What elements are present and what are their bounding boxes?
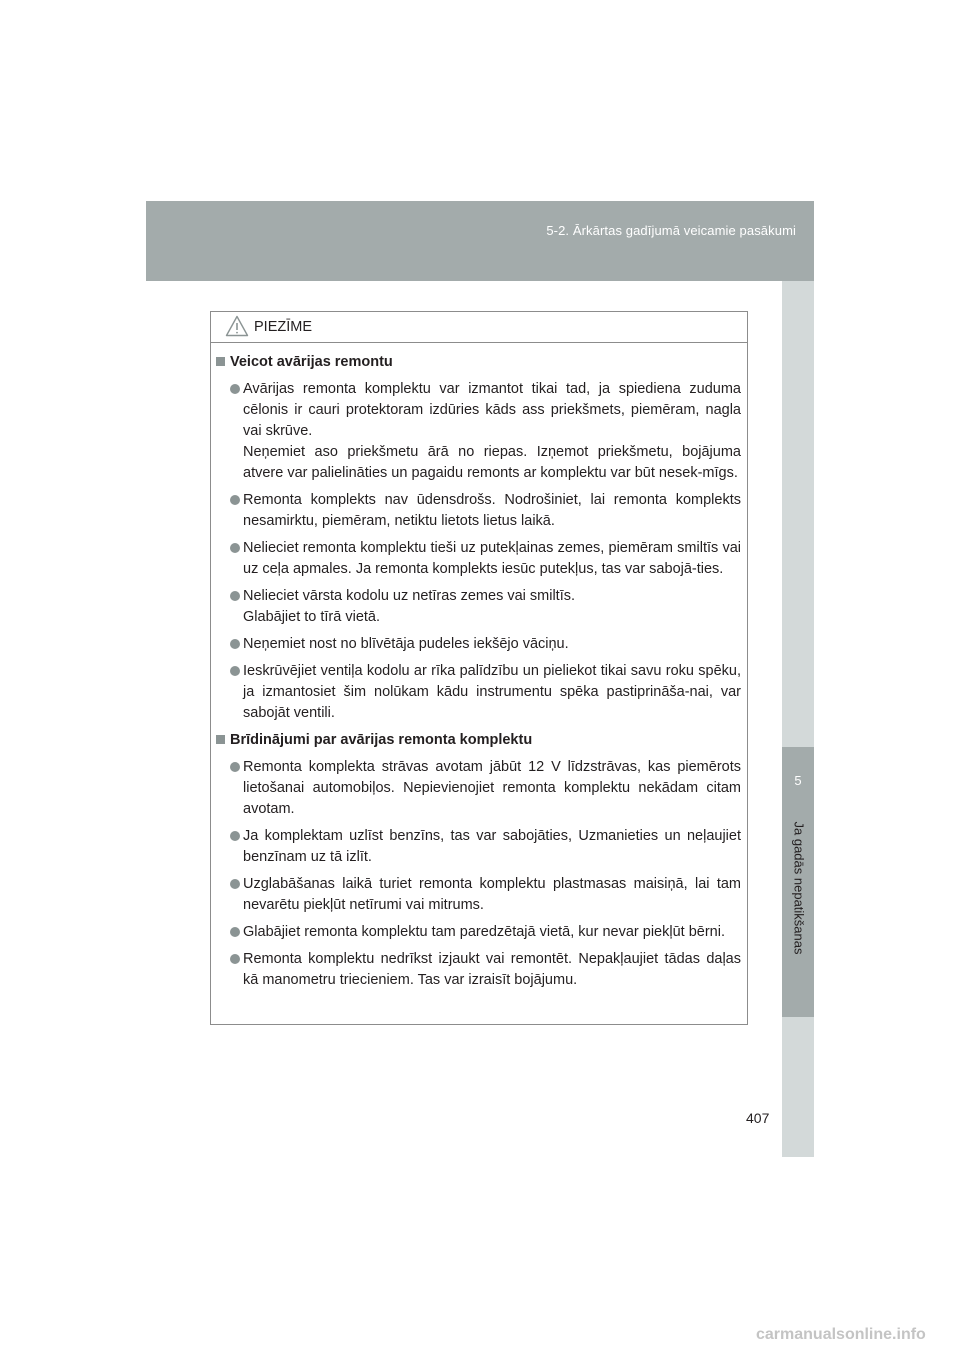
bullet-item: [215, 922, 743, 943]
bullet-text: Uzglabāšanas laikā turiet remonta komplektu plastmasas maisiņā, lai tam nevarētu piekļūt netīrumi vai mitrums.: [243, 876, 741, 913]
bullet-text: Ja komplektam uzlīst benzīns, tas var sabojāties, Uzmanieties un neļaujiet benzīnam uz tā izlīt.: [243, 828, 741, 865]
bullet-item: [215, 757, 743, 820]
circle-bullet-icon: [230, 879, 240, 889]
circle-bullet-icon: [230, 954, 240, 964]
bullet-text: Remonta komplektu nedrīkst izjaukt vai remontēt. Nepakļaujiet tādas daļas kā manometru triecieniem. Tas var izraisīt bojājumu.: [243, 951, 741, 988]
circle-bullet-icon: [230, 591, 240, 601]
bullet-text: Nelieciet remonta komplektu tieši uz putekļainas zemes, piemēram smiltīs vai uz ceļa apmales. Ja remonta komplekts iesūc putekļus, tas var sabojā-ties.: [243, 540, 741, 577]
bullet-text: Glabājiet to tīrā vietā.: [243, 609, 381, 625]
note-header: [211, 312, 747, 343]
chapter-title: Ja gadās nepatikšanas: [791, 821, 807, 955]
bullet-text: Ieskrūvējiet ventiļa kodolu ar rīka palīdzību un pieliekot tikai savu roku spēku, ja izmantosiet šim nolūkam kādu instrumentu spēka pastiprināša-nai, var sabojāt ventili.: [243, 663, 741, 721]
note-box: [210, 311, 748, 1025]
note-title: PIEZĪME: [254, 319, 313, 335]
square-bullet-icon: [216, 735, 225, 744]
circle-bullet-icon: [230, 666, 240, 676]
section-header-title: 5-2. Ārkārtas gadījumā veicamie pasākumi: [546, 223, 796, 238]
circle-bullet-icon: [230, 639, 240, 649]
bullet-text: Remonta komplekts nav ūdensdrošs. Nodrošiniet, lai remonta komplekts nesamirktu, piemēram, netiktu lietots lietus laikā.: [243, 492, 741, 529]
bullet-item: [215, 949, 743, 991]
bullet-text: Avārijas remonta komplektu var izmantot tikai tad, ja spiediena zuduma cēlonis ir cauri protektoram izdūries kāds ass priekšmets, piemēram, nagla vai skrūve.: [243, 381, 741, 439]
square-bullet-icon: [216, 357, 225, 366]
section-title: [215, 730, 743, 751]
bullet-item: [215, 874, 743, 916]
bullet-item: [215, 490, 743, 532]
bullet-item: [215, 634, 743, 655]
section-title-text: Brīdinājumi par avārijas remonta komplektu: [230, 732, 533, 748]
circle-bullet-icon: [230, 927, 240, 937]
section-title: [215, 352, 743, 373]
circle-bullet-icon: [230, 831, 240, 841]
note-body: [211, 343, 747, 991]
side-strip: [782, 281, 814, 1157]
bullet-item: [215, 826, 743, 868]
bullet-text: Neņemiet nost no blīvētāja pudeles iekšējo vāciņu.: [243, 636, 569, 652]
bullet-item: [215, 538, 743, 580]
bullet-item: [215, 586, 743, 628]
chapter-number: 5: [794, 773, 802, 788]
bullet-item: [215, 661, 743, 724]
section-title-text: Veicot avārijas remontu: [230, 354, 393, 370]
circle-bullet-icon: [230, 495, 240, 505]
footer-watermark: carmanualsonline.info: [756, 1326, 926, 1343]
page-number: 407: [746, 1110, 770, 1126]
bullet-text: Remonta komplekta strāvas avotam jābūt 12 V līdzstrāvas, kas piemērots lietošanai automobiļos. Nepievienojiet remonta komplektu nekādam citam avotam.: [243, 759, 741, 817]
bullet-text: Glabājiet remonta komplektu tam paredzētajā vietā, kur nevar piekļūt bērni.: [243, 924, 725, 940]
bullet-text: Neņemiet aso priekšmetu ārā no riepas. Izņemot priekšmetu, bojājuma atvere var palielināties un pagaidu remonts ar komplektu var būt nesek-mīgs.: [243, 444, 741, 481]
warning-triangle-icon: [225, 315, 249, 337]
bullet-item: [215, 379, 743, 484]
circle-bullet-icon: [230, 543, 240, 553]
bullet-text: Nelieciet vārsta kodolu uz netīras zemes vai smiltīs.: [243, 588, 576, 604]
circle-bullet-icon: [230, 762, 240, 772]
circle-bullet-icon: [230, 384, 240, 394]
section-header-band: [146, 201, 814, 281]
